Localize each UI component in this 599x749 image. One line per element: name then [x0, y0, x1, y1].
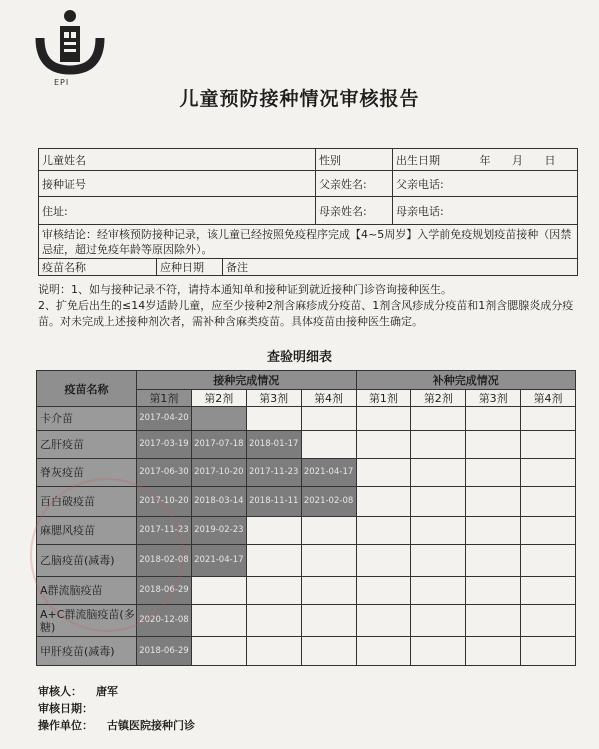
dose-header: 第1剂	[356, 390, 411, 407]
vaccine-due-row	[39, 259, 578, 276]
dose-date: 2018-11-11	[246, 487, 301, 517]
supplement-dose-cell	[521, 407, 576, 431]
table-row	[37, 431, 576, 459]
supplement-dose-cell	[356, 545, 411, 577]
dose-cell-empty	[246, 545, 301, 577]
dose-date: 2017-10-20	[137, 487, 192, 517]
father-name-label: 父亲姓名:	[316, 171, 393, 197]
vaccine-name: 百白破疫苗	[37, 487, 137, 517]
supplement-dose-cell	[466, 637, 521, 666]
notes	[38, 282, 578, 330]
supplement-dose-cell	[356, 487, 411, 517]
dose-cell-empty	[246, 517, 301, 545]
dose-header: 第3剂	[466, 390, 521, 407]
supplement-dose-cell	[356, 577, 411, 605]
dose-date: 2017-10-20	[191, 459, 246, 487]
completed-header: 接种完成情况	[137, 371, 357, 390]
supplement-dose-cell	[466, 459, 521, 487]
dose-date: 2017-11-23	[246, 459, 301, 487]
year-label: 年	[479, 153, 491, 167]
dose-header: 第4剂	[521, 390, 576, 407]
dose-cell-empty	[246, 407, 301, 431]
supplement-dose-cell	[521, 487, 576, 517]
supplement-dose-cell	[521, 637, 576, 666]
supplement-dose-cell	[356, 517, 411, 545]
dose-cell-empty	[191, 407, 246, 431]
vaccine-name: 乙肝疫苗	[37, 431, 137, 459]
supplement-dose-cell	[521, 517, 576, 545]
dose-cell-empty	[301, 605, 356, 637]
child-info-table	[38, 148, 578, 276]
note-1: 说明：1、如与接种记录不符，请持本通知单和接种证到就近接种门诊咨询接种医生。	[38, 283, 452, 296]
page-title: 儿童预防接种情况审核报告	[179, 88, 420, 110]
supplement-dose-cell	[411, 487, 466, 517]
supplement-dose-cell	[466, 605, 521, 637]
table-row	[37, 605, 576, 637]
supplement-dose-cell	[521, 605, 576, 637]
dose-header: 第1剂	[137, 390, 192, 407]
review-conclusion: 审核结论：经审核预防接种记录，该儿童已经按照免疫程序完成【4~5周岁】入学前免疫规划疫苗接种（因禁忌症，超过免疫年龄等原因除外）。	[39, 225, 578, 259]
dose-cell-empty	[246, 577, 301, 605]
supplement-dose-cell	[466, 517, 521, 545]
footer	[38, 683, 195, 734]
dose-date: 2018-03-14	[191, 487, 246, 517]
supplement-dose-cell	[521, 459, 576, 487]
supplement-dose-cell	[521, 545, 576, 577]
cert-number-label: 接种证号	[39, 171, 316, 197]
address-label: 住址:	[39, 197, 316, 225]
dose-cell-empty	[191, 577, 246, 605]
day-label: 日	[544, 153, 556, 167]
vaccine-name-label: 疫苗名称	[39, 259, 157, 275]
supplement-dose-cell	[356, 459, 411, 487]
review-date-line	[38, 700, 195, 717]
supplement-dose-cell	[466, 487, 521, 517]
table-row	[37, 545, 576, 577]
supplement-dose-cell	[356, 605, 411, 637]
dose-date: 2018-02-08	[137, 545, 192, 577]
supplement-dose-cell	[411, 431, 466, 459]
table-row	[37, 577, 576, 605]
detail-title: 查验明细表	[266, 350, 332, 365]
dose-cell-empty	[191, 605, 246, 637]
vaccine-name: 脊灰疫苗	[37, 459, 137, 487]
supplement-dose-cell	[411, 545, 466, 577]
birth-date-label: 出生日期	[396, 153, 440, 167]
dose-cell-empty	[191, 637, 246, 666]
unit-line	[38, 717, 195, 734]
supplement-dose-cell	[356, 407, 411, 431]
dose-cell-empty	[301, 431, 356, 459]
child-name-label: 儿童姓名	[39, 149, 316, 171]
vaccine-name: A+C群流脑疫苗(多糖)	[37, 605, 137, 637]
unit-value: 古镇医院接种门诊	[107, 719, 195, 732]
table-row	[37, 487, 576, 517]
dose-header: 第4剂	[301, 390, 356, 407]
dose-date: 2018-01-17	[246, 431, 301, 459]
unit-label: 操作单位：	[38, 719, 93, 732]
dose-cell-empty	[301, 637, 356, 666]
gender-label: 性别	[316, 149, 393, 171]
supplement-dose-cell	[466, 407, 521, 431]
dose-date: 2021-02-08	[301, 487, 356, 517]
dose-date: 2017-04-20	[137, 407, 192, 431]
dose-date: 2017-11-23	[137, 517, 192, 545]
epi-logo-icon	[30, 8, 110, 78]
reviewer-label: 审核人：	[38, 685, 82, 698]
reviewer-value: 唐军	[96, 685, 118, 698]
table-row	[37, 517, 576, 545]
logo-caption: EPI	[54, 78, 70, 87]
supplement-dose-cell	[411, 637, 466, 666]
supplement-dose-cell	[356, 431, 411, 459]
dose-date: 2021-04-17	[191, 545, 246, 577]
dose-header: 第2剂	[411, 390, 466, 407]
father-phone-label: 父亲电话:	[393, 171, 578, 197]
supplement-dose-cell	[411, 407, 466, 431]
dose-date: 2018-06-29	[137, 577, 192, 605]
dose-cell-empty	[301, 517, 356, 545]
dose-cell-empty	[301, 407, 356, 431]
dose-header: 第3剂	[246, 390, 301, 407]
supplement-dose-cell	[411, 605, 466, 637]
dose-date: 2017-06-30	[137, 459, 192, 487]
dose-date: 2021-04-17	[301, 459, 356, 487]
due-date-label: 应种日期	[157, 259, 223, 275]
dose-cell-empty	[301, 545, 356, 577]
supplement-dose-cell	[411, 517, 466, 545]
mother-name-label: 母亲姓名:	[316, 197, 393, 225]
table-row	[37, 407, 576, 431]
table-row	[37, 459, 576, 487]
supplement-dose-cell	[411, 577, 466, 605]
dose-date: 2017-03-19	[137, 431, 192, 459]
supplement-dose-cell	[411, 459, 466, 487]
birth-date-cell	[393, 149, 578, 171]
remark-label: 备注	[226, 261, 248, 274]
dose-date: 2018-06-29	[137, 637, 192, 666]
supplement-dose-cell	[521, 577, 576, 605]
dose-date: 2019-02-23	[191, 517, 246, 545]
supplement-dose-cell	[466, 577, 521, 605]
dose-date: 2017-07-18	[191, 431, 246, 459]
supplement-dose-cell	[521, 431, 576, 459]
note-2: 2、扩免后出生的≤14岁适龄儿童，应至少接种2剂含麻疹成分疫苗、1剂含风疹成分疫苗和1剂含腮腺炎成分疫苗。对未完成上述接种剂次者，需补种含麻类疫苗。具体疫苗由接种医生确定。	[38, 299, 574, 328]
dose-cell-empty	[246, 637, 301, 666]
vaccine-header: 疫苗名称	[37, 371, 137, 407]
dose-date: 2020-12-08	[137, 605, 192, 637]
vaccine-name: A群流脑疫苗	[37, 577, 137, 605]
table-row	[37, 637, 576, 666]
dose-header: 第2剂	[191, 390, 246, 407]
reviewer-line	[38, 683, 195, 700]
vaccine-name: 麻腮风疫苗	[37, 517, 137, 545]
vaccination-detail-table	[36, 370, 576, 666]
vaccine-name: 甲肝疫苗(减毒)	[37, 637, 137, 666]
dose-cell-empty	[301, 577, 356, 605]
vaccine-name: 卡介苗	[37, 407, 137, 431]
vaccine-name: 乙脑疫苗(减毒)	[37, 545, 137, 577]
mother-phone-label: 母亲电话:	[393, 197, 578, 225]
supplement-dose-cell	[356, 637, 411, 666]
month-label: 月	[512, 153, 523, 167]
supplement-dose-cell	[466, 545, 521, 577]
supplement-header: 补种完成情况	[356, 371, 576, 390]
detail-body	[37, 407, 576, 666]
review-date-label: 审核日期：	[38, 702, 93, 715]
dose-cell-empty	[246, 605, 301, 637]
supplement-dose-cell	[466, 431, 521, 459]
